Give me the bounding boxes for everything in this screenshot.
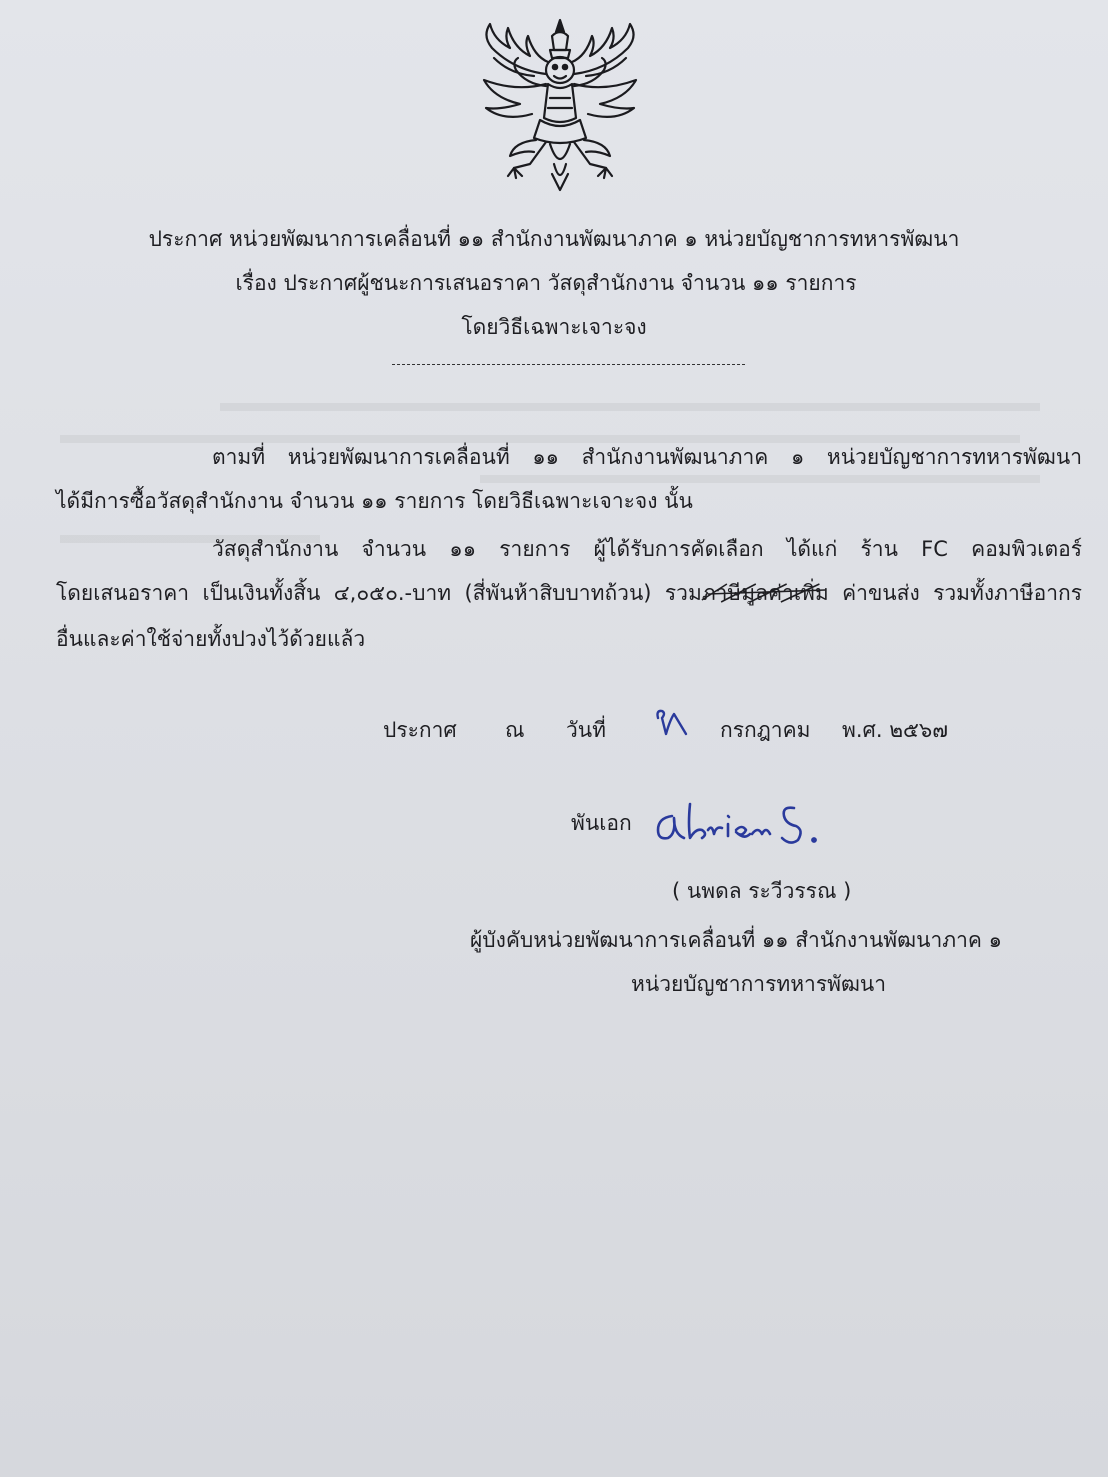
signer-name: ( นพดล ระวีวรรณ ) bbox=[672, 879, 852, 903]
announcement-title: ประกาศ หน่วยพัฒนาการเคลื่อนที่ ๑๑ สำนักงานพัฒนาภาค ๑ หน่วยบัญชาการทหารพัฒนา bbox=[148, 227, 960, 251]
date-announce-label: ประกาศ bbox=[383, 718, 457, 742]
paragraph-2-line-2 bbox=[56, 578, 1082, 608]
date-month: กรกฎาคม bbox=[720, 718, 811, 742]
date-at-label: ณ bbox=[505, 718, 525, 742]
handwritten-signature bbox=[650, 794, 835, 856]
paragraph-1-line-1: ตามที่ หน่วยพัฒนาการเคลื่อนที่ ๑๑ สำนักงานพัฒนาภาค ๑ หน่วยบัญชาการทหารพัฒนา bbox=[212, 445, 1082, 469]
signer-position-line-2: หน่วยบัญชาการทหารพัฒนา bbox=[631, 972, 887, 996]
date-day-label: วันที่ bbox=[566, 718, 606, 742]
struck-vat-label: ภาษีมูลค่าเพิ่ม bbox=[701, 581, 829, 605]
procurement-method: โดยวิธีเฉพาะเจาะจง bbox=[461, 315, 647, 339]
signer-rank: พันเอก bbox=[571, 811, 632, 835]
paragraph-1-line-2: ได้มีการซื้อวัสดุสำนักงาน จำนวน ๑๑ รายการ โดยวิธีเฉพาะเจาะจง นั้น bbox=[56, 489, 693, 513]
signer-position-line-1: ผู้บังคับหน่วยพัฒนาการเคลื่อนที่ ๑๑ สำนักงานพัฒนาภาค ๑ bbox=[470, 928, 1002, 952]
paragraph-2-line-1: วัสดุสำนักงาน จำนวน ๑๑ รายการ ผู้ได้รับการคัดเลือก ได้แก่ ร้าน FC คอมพิวเตอร์ bbox=[212, 537, 1082, 561]
paragraph-2-line-2-after: ค่าขนส่ง รวมทั้งภาษีอากร bbox=[828, 581, 1082, 605]
date-year: พ.ศ. ๒๕๖๗ bbox=[842, 718, 949, 742]
paragraph-2-line-2-before: โดยเสนอราคา เป็นเงินทั้งสิ้น ๔,๐๕๐.-บาท (สี่พันห้าสิบบาทถ้วน) รวม bbox=[56, 581, 702, 605]
subject-line: เรื่อง ประกาศผู้ชนะการเสนอราคา วัสดุสำนักงาน จำนวน ๑๑ รายการ bbox=[235, 271, 857, 295]
header-divider bbox=[392, 364, 745, 365]
garuda-emblem-icon bbox=[470, 14, 650, 192]
paragraph-2-line-3: อื่นและค่าใช้จ่ายทั้งปวงไว้ด้วยแล้ว bbox=[56, 627, 366, 651]
struck-vat-text bbox=[702, 578, 829, 608]
handwritten-day-digit bbox=[652, 706, 692, 740]
